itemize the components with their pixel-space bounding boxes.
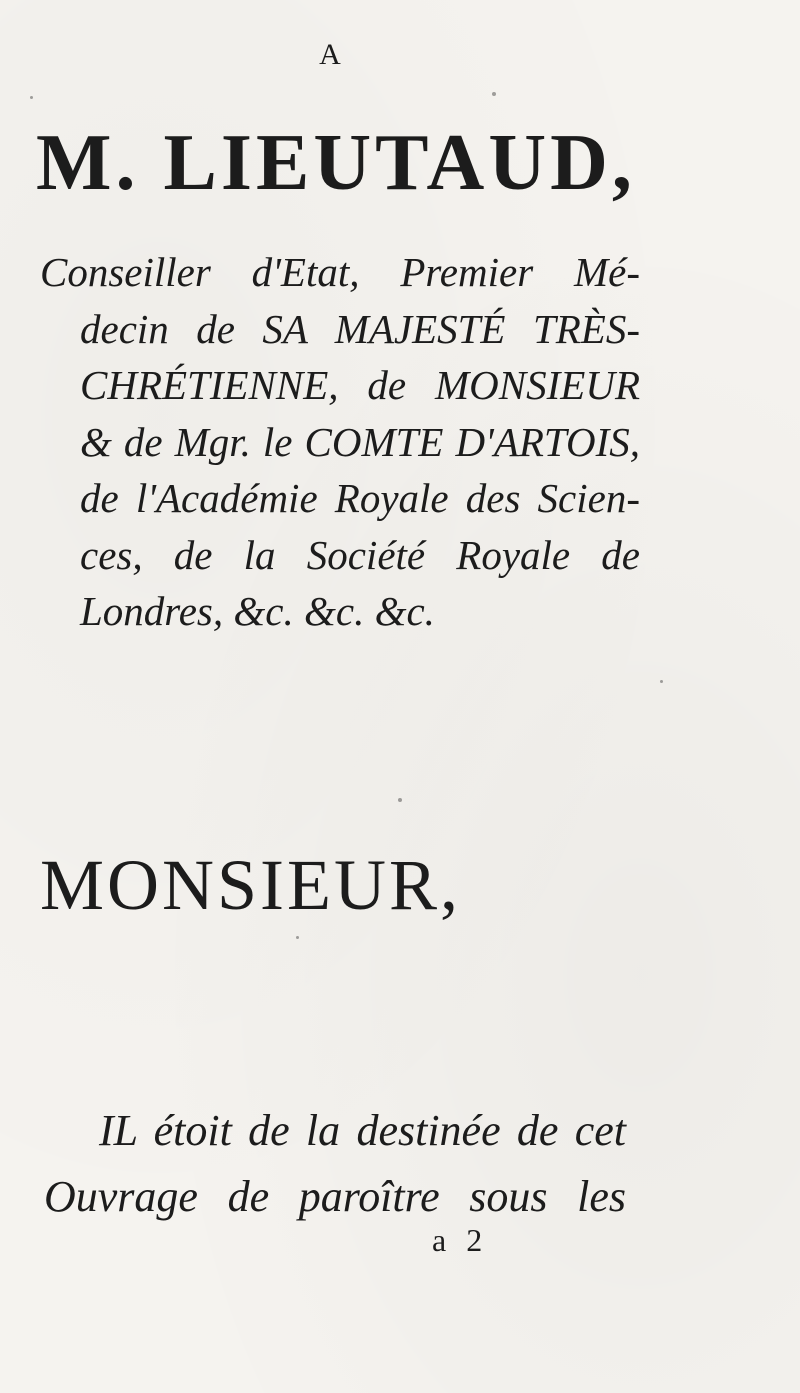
dedicatee-name: M. LIEUTAUD, — [36, 119, 636, 207]
ink-speck — [30, 96, 33, 99]
ink-speck — [296, 936, 299, 939]
ink-speck — [660, 680, 663, 683]
title-line: de l'Académie Royale des Scien- — [80, 475, 640, 521]
ink-speck — [492, 92, 496, 96]
title-line: Londres, &c. &c. &c. — [80, 588, 435, 634]
title-line: decin de SA MAJESTÉ TRÈS- — [80, 305, 640, 352]
dedicatee-titles — [40, 244, 640, 640]
title-line: Conseiller d'Etat, Premier Mé- — [40, 249, 640, 295]
title-line: CHRÉTIENNE, de MONSIEUR — [80, 362, 640, 408]
salutation: MONSIEUR, — [40, 845, 462, 925]
title-line: & de Mgr. le COMTE D'ARTOIS, — [80, 418, 640, 465]
ink-speck — [398, 798, 402, 802]
body-line: Ouvrage de paroître sous les — [44, 1172, 626, 1221]
signature-mark: a 2 — [432, 1222, 489, 1258]
dedication-prefix: A — [319, 38, 341, 71]
body-paragraph — [44, 1098, 626, 1230]
title-line: ces, de la Société Royale de — [80, 531, 640, 578]
body-line: IL étoit de la destinée de cet — [99, 1106, 626, 1155]
